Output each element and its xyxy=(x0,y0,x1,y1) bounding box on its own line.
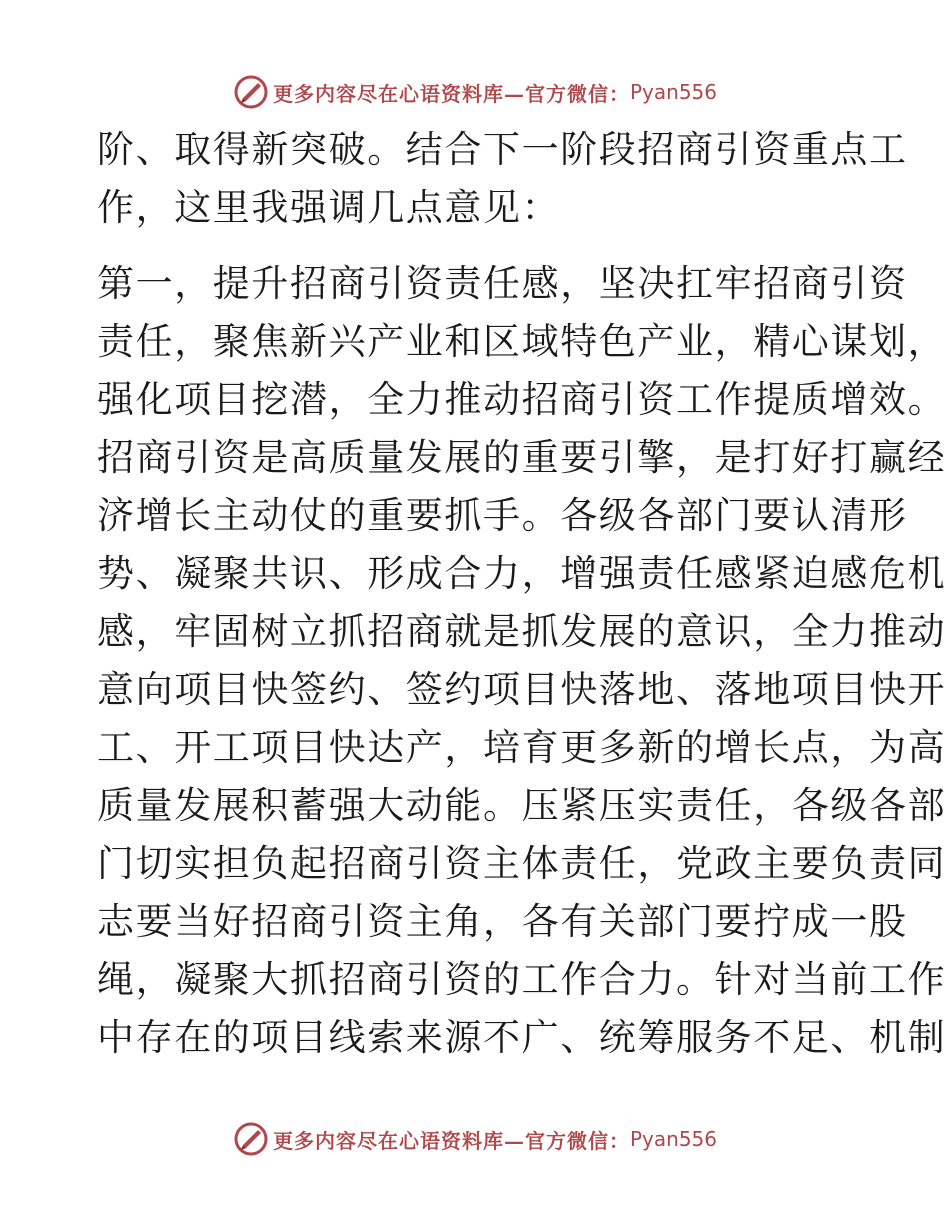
text-line: 绳，凝聚大抓招商引资的工作合力。针对当前工作 xyxy=(97,958,947,1001)
document-body xyxy=(97,121,947,1067)
logo-icon xyxy=(233,74,269,110)
logo-icon xyxy=(233,1121,269,1157)
text-line: 第一，提升招商引资责任感，坚决扛牢招商引资 xyxy=(97,262,908,305)
text-line: 势、凝聚共识、形成合力，增强责任感紧迫感危机 xyxy=(97,552,947,595)
banner-wechat-id: Pyan556 xyxy=(629,1127,717,1151)
text-line: 质量发展积蓄强大动能。压紧压实责任，各级各部 xyxy=(97,784,947,827)
text-line: 意向项目快签约、签约项目快落地、落地项目快开 xyxy=(97,668,947,711)
text-line: 门切实担负起招商引资主体责任，党政主要负责同 xyxy=(97,842,947,885)
text-line: 志要当好招商引资主角，各有关部门要拧成一股 xyxy=(97,900,908,943)
text-line: 工、开工项目快达产，培育更多新的增长点，为高 xyxy=(97,726,947,769)
banner-wechat-id: Pyan556 xyxy=(629,80,717,104)
text-line: 招商引资是高质量发展的重要引擎，是打好打赢经 xyxy=(97,436,947,479)
text-line: 作，这里我强调几点意见： xyxy=(97,186,561,229)
banner-text: 更多内容尽在心语资料库—官方微信： xyxy=(272,81,630,106)
text-line: 责任，聚焦新兴产业和区域特色产业，精心谋划， xyxy=(97,320,947,363)
text-line: 中存在的项目线索来源不广、统筹服务不足、机制 xyxy=(97,1016,947,1059)
header-banner xyxy=(0,72,950,112)
banner-text: 更多内容尽在心语资料库—官方微信： xyxy=(272,1128,630,1153)
footer-banner xyxy=(0,1119,950,1159)
text-line: 阶、取得新突破。结合下一阶段招商引资重点工 xyxy=(97,128,908,171)
text-line: 感，牢固树立抓招商就是抓发展的意识，全力推动 xyxy=(97,610,947,653)
text-line: 济增长主动仗的重要抓手。各级各部门要认清形 xyxy=(97,494,908,537)
text-line: 强化项目挖潜，全力推动招商引资工作提质增效。 xyxy=(97,378,947,421)
